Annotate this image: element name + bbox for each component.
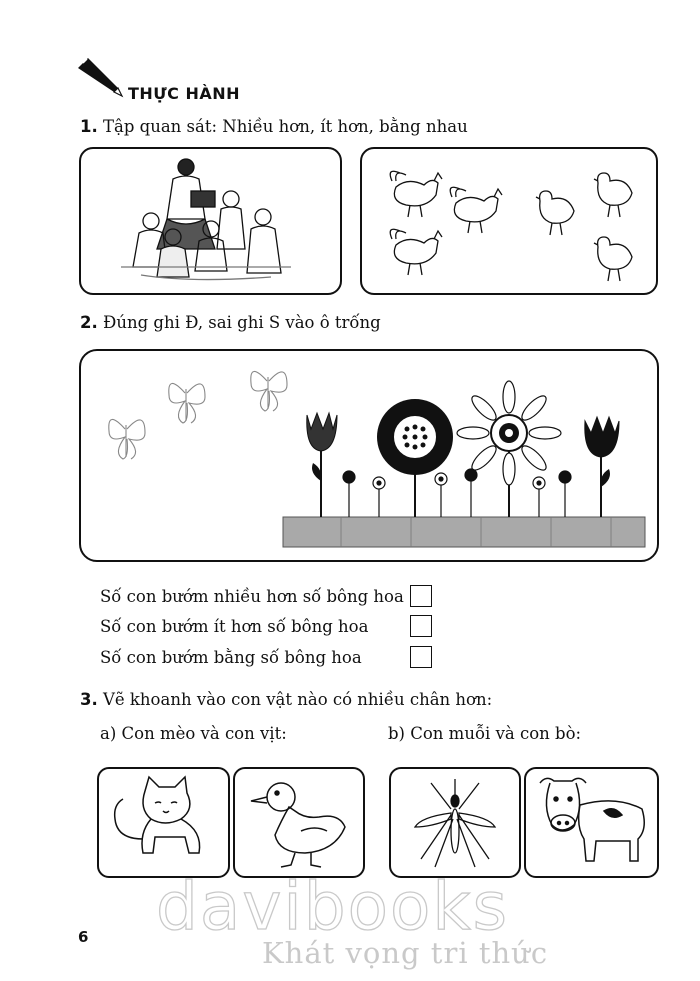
checkbox-fewer-butterflies[interactable] (410, 615, 432, 637)
small-flower-icon (559, 471, 571, 517)
butterfly-icon (109, 419, 145, 459)
butterflies-flowers-picture (79, 349, 659, 562)
question-3-text: Vẽ khoanh vào con vật nào có nhiều chân hơn: (103, 690, 493, 709)
watermark-brand: davibooks (156, 868, 509, 945)
question-2-number: 2. (80, 313, 98, 332)
duck-picture[interactable] (233, 767, 365, 878)
cow-picture[interactable] (524, 767, 659, 878)
small-flower-icon (435, 473, 447, 517)
question-3-part-b: b) Con muỗi và con bò: (388, 724, 582, 743)
pencil-icon (74, 54, 124, 98)
question-1-number: 1. (80, 117, 98, 136)
small-flower-icon (465, 469, 477, 517)
hen-icon (594, 173, 632, 217)
butterfly-icon (169, 383, 205, 423)
small-flower-icon (533, 477, 545, 517)
page-number: 6 (78, 928, 89, 946)
option-more-butterflies: Số con bướm nhiều hơn số bông hoa (100, 587, 404, 606)
rooster-icon (390, 229, 442, 275)
sunflower-icon (377, 399, 453, 475)
teacher-children-picture (79, 147, 342, 295)
watermark-slogan: Khát vọng tri thức (262, 936, 549, 970)
question-3-part-a: a) Con mèo và con vịt: (100, 724, 287, 743)
mosquito-picture[interactable] (389, 767, 521, 878)
cat-picture[interactable] (97, 767, 230, 878)
hen-icon (594, 237, 632, 281)
duck-icon (251, 783, 345, 867)
checkbox-more-butterflies[interactable] (410, 585, 432, 607)
question-2 (80, 313, 381, 332)
cat-icon (115, 777, 200, 853)
checkbox-equal-butterflies[interactable] (410, 646, 432, 668)
hen-icon (536, 191, 574, 235)
butterfly-icon (251, 371, 287, 411)
option-equal-butterflies: Số con bướm bằng số bông hoa (100, 648, 362, 667)
rooster-icon (390, 171, 442, 217)
section-title: THỰC HÀNH (128, 84, 241, 103)
question-3-number: 3. (80, 690, 98, 709)
option-fewer-butterflies: Số con bướm ít hơn số bông hoa (100, 617, 369, 636)
small-flower-icon (343, 471, 355, 517)
question-1 (80, 117, 468, 136)
mosquito-icon (415, 779, 495, 867)
question-2-text: Đúng ghi Đ, sai ghi S vào ô trống (103, 313, 381, 332)
question-1-text: Tập quan sát: Nhiều hơn, ít hơn, bằng nhau (103, 117, 468, 136)
question-3 (80, 690, 492, 709)
rooster-icon (450, 187, 502, 233)
small-flower-icon (373, 477, 385, 517)
chickens-picture (360, 147, 658, 295)
cow-icon (540, 778, 644, 861)
